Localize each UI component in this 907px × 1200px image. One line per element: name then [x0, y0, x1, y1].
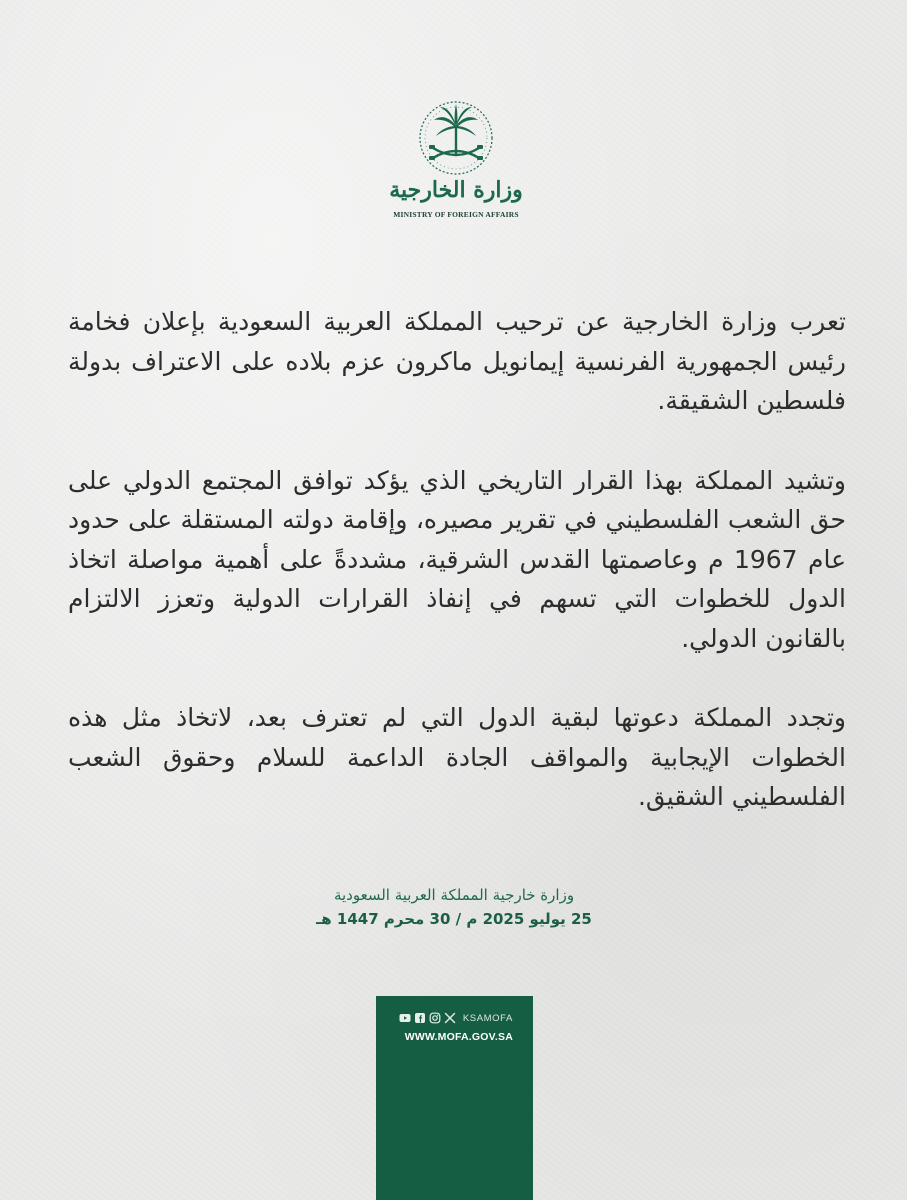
- ministry-name-arabic: وزارة الخارجية: [389, 177, 523, 203]
- instagram-icon[interactable]: [429, 1012, 441, 1024]
- statement-body: [68, 302, 846, 857]
- youtube-icon[interactable]: [399, 1012, 411, 1024]
- statement-paragraph-1: تعرب وزارة الخارجية عن ترحيب المملكة العربية السعودية بإعلان فخامة رئيس الجمهورية الفرنسية إيمانويل ماكرون عزم بلاده على الاعتراف بدولة فلسطين الشقيقة.: [68, 307, 846, 415]
- ministry-name-english: MINISTRY OF FOREIGN AFFAIRS: [393, 210, 519, 219]
- social-handle[interactable]: KSAMOFA: [462, 1012, 513, 1024]
- statement-date: 25 يوليو 2025 م / 30 محرم 1447 هـ: [316, 910, 592, 928]
- signature-block: [260, 884, 648, 932]
- statement-paragraph-2: وتشيد المملكة بهذا القرار التاريخي الذي يؤكد توافق المجتمع الدولي على حق الشعب الفلسطيني في تقرير مصيره، وإقامة دولته المستقلة على حدود عام 1967 م وعاصمتها القدس الشرقية، مشددةً على أهمية مواصلة اتخاذ الدول للخطوات التي تسهم في إنفاذ القرارات الدولية وتعزز الالتزام بالقانون الدولي.: [68, 465, 846, 653]
- website-link[interactable]: WWW.MOFA.GOV.SA: [404, 1031, 513, 1043]
- signatory-name: وزارة خارجية المملكة العربية السعودية: [333, 886, 575, 904]
- ministry-logo: [388, 98, 524, 228]
- x-icon[interactable]: [444, 1012, 456, 1024]
- statement-paragraph-3: وتجدد المملكة دعوتها لبقية الدول التي لم تعترف بعد، لاتخاذ مثل هذه الخطوات الإيجابية والمواقف الجادة الداعمة للسلام وحقوق الشعب الفلسطيني الشقيق.: [68, 703, 846, 811]
- footer-panel: [376, 996, 533, 1200]
- social-links: [399, 1011, 513, 1025]
- facebook-icon[interactable]: [414, 1012, 426, 1024]
- palm-swords-emblem-icon: [416, 98, 496, 178]
